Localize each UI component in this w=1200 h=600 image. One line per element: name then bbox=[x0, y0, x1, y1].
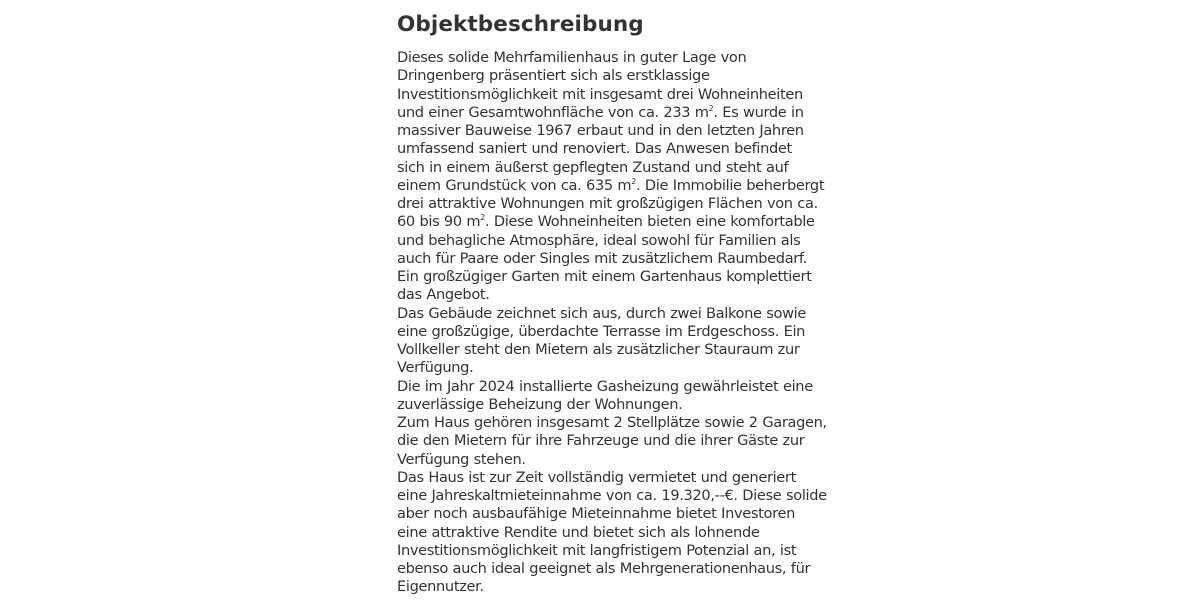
description-line: das Angebot. bbox=[397, 286, 490, 304]
description-line: Investitionsmöglichkeit mit insgesamt drei Wohneinheiten bbox=[397, 85, 803, 103]
description-line: Vollkeller steht den Mietern als zusätzlicher Stauraum zur bbox=[397, 341, 800, 358]
description-line: eine großzügige, überdachte Terrasse im Erdgeschoss. Ein bbox=[397, 322, 806, 340]
section-heading: Objektbeschreibung bbox=[397, 12, 644, 37]
description-text bbox=[397, 49, 827, 597]
description-line: die den Mietern für ihre Fahrzeuge und die ihrer Gäste zur bbox=[397, 432, 805, 450]
description-line: Das Gebäude zeichnet sich aus, durch zwei Balkone sowie bbox=[397, 304, 807, 322]
description-line: zuverlässige Beheizung der Wohnungen. bbox=[397, 395, 683, 413]
description-line: Das Haus ist zur Zeit vollständig vermietet und generiert bbox=[397, 468, 796, 486]
object-description-section bbox=[397, 8, 827, 597]
description-line: Zum Haus gehören insgesamt 2 Stellplätze sowie 2 Garagen, bbox=[397, 414, 827, 431]
description-line: sich in einem äußerst gepflegten Zustand und steht auf bbox=[397, 158, 789, 176]
description-line: Ein großzügiger Garten mit einem Gartenhaus komplettiert bbox=[397, 268, 812, 285]
description-line: massiver Bauweise 1967 erbaut und in den letzten Jahren bbox=[397, 122, 804, 139]
description-line: Die im Jahr 2024 installierte Gasheizung gewährleistet eine bbox=[397, 377, 813, 395]
description-line: eine attraktive Rendite und bietet sich als lohnende bbox=[397, 523, 760, 541]
description-line: Verfügung stehen. bbox=[397, 450, 526, 468]
description-line: ebenso auch ideal geeignet als Mehrgenerationenhaus, für bbox=[397, 560, 811, 577]
description-line: 60 bis 90 $m^2$. Diese Wohneinheiten bieten eine komfortable bbox=[397, 213, 815, 231]
description-line: einem Grundstück von ca. 635 $m^2$. Die Immobilie beherbergt bbox=[397, 176, 825, 194]
description-line: und behagliche Atmosphäre, ideal sowohl für Familien als bbox=[397, 231, 801, 249]
description-line: Eigennutzer. bbox=[397, 578, 484, 596]
description-line: aber noch ausbaufähige Mieteinnahme bietet Investoren bbox=[397, 505, 795, 523]
description-line: Investitionsmöglichkeit mit langfristigem Potenzial an, ist bbox=[397, 541, 797, 559]
description-line: eine Jahreskaltmieteinnahme von ca. 19.320,--€. Diese solide bbox=[397, 487, 827, 504]
description-line: auch für Paare oder Singles mit zusätzlichem Raumbedarf. bbox=[397, 249, 807, 267]
description-line: Verfügung. bbox=[397, 359, 474, 377]
description-line: drei attraktive Wohnungen mit großzügigen Flächen von ca. bbox=[397, 195, 818, 212]
description-line: Dieses solide Mehrfamilienhaus in guter Lage von bbox=[397, 49, 747, 66]
description-line: umfassend saniert und renoviert. Das Anwesen befindet bbox=[397, 140, 792, 158]
description-line: Dringenberg präsentiert sich als erstklassige bbox=[397, 67, 710, 85]
description-line: und einer Gesamtwohnfläche von ca. 233 $m^2$. Es wurde in bbox=[397, 103, 804, 121]
